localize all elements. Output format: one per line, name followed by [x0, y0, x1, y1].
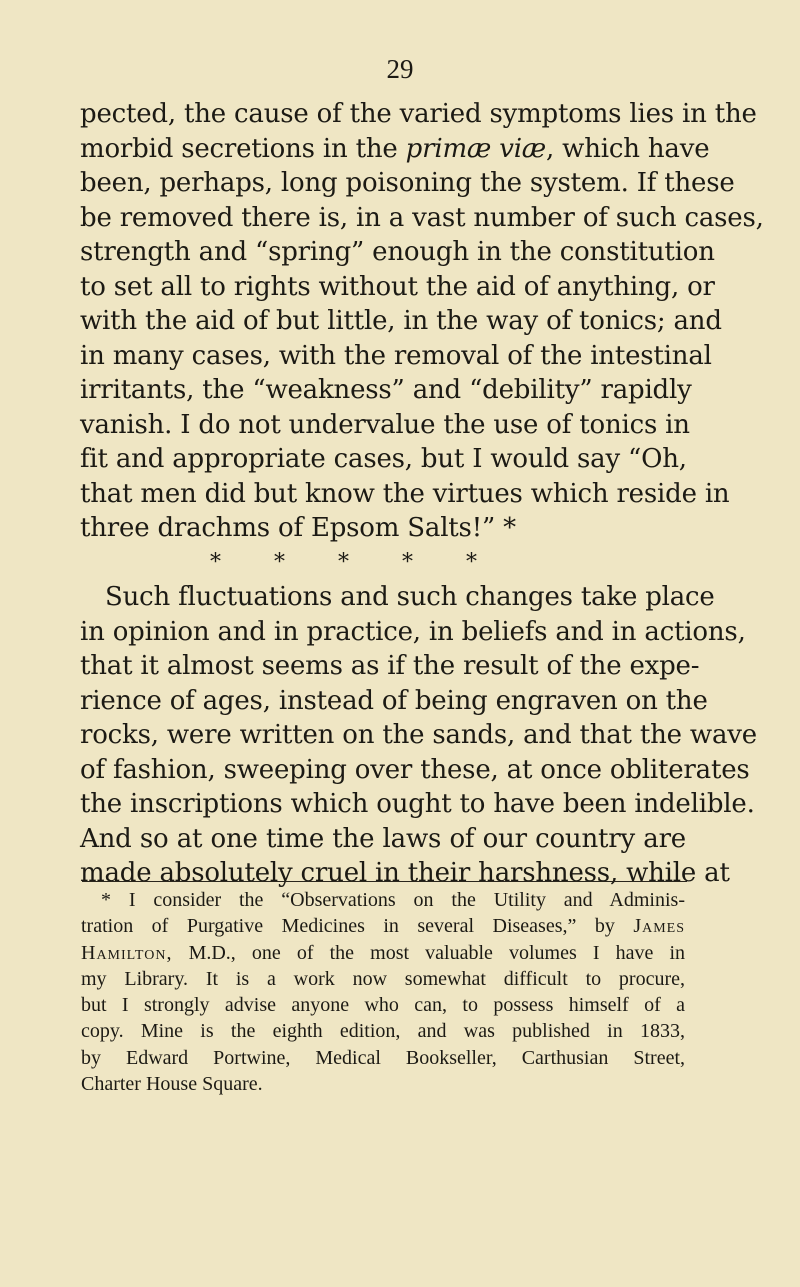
footnote-text: tration of Purgative Medicines in several Diseases,” by: [81, 915, 615, 938]
body-line: Such fluctuations and such changes take place: [105, 582, 715, 612]
body-line: pected, the cause of the varied symptoms lies in the: [80, 99, 757, 129]
asterisk: *: [466, 549, 477, 575]
asterisk: *: [338, 549, 349, 575]
body-line: been, perhaps, long poisoning the system. If these: [80, 168, 735, 198]
page-number: 29: [386, 54, 414, 84]
section-break-asterisks: [210, 546, 477, 581]
footnote-line: but I strongly advise anyone who can, to possess himself of a: [81, 994, 685, 1017]
author-name: Hamilton,: [81, 941, 173, 964]
footnote-line: my Library. It is a work now somewhat difficult to procure,: [81, 967, 685, 990]
body-line: fit and appropriate cases, but I would say “Oh,: [80, 444, 687, 474]
body-line: irritants, the “weakness” and “debility” rapidly: [80, 375, 692, 405]
body-line: made absolutely cruel in their harshness, while at: [80, 858, 730, 888]
body-line: of fashion, sweeping over these, at once obliterates: [80, 754, 750, 785]
body-line: in opinion and in practice, in beliefs and in actions,: [80, 616, 746, 647]
footnote-line: copy. Mine is the eighth edition, and was published in 1833,: [81, 1020, 685, 1043]
body-line: be removed there is, in a vast number of such cases,: [80, 202, 764, 233]
footnote-line: * I consider the “Observations on the Utility and Adminis-: [101, 889, 685, 911]
author-name: James: [633, 915, 686, 938]
body-line: that it almost seems as if the result of the expe-: [80, 651, 700, 681]
footnote-line: Charter House Square.: [81, 1073, 263, 1096]
body-line: rience of ages, instead of being engraven on the: [80, 685, 708, 716]
footnote-line: by Edward Portwine, Medical Bookseller, Carthusian Street,: [81, 1046, 685, 1069]
footnote-line: [81, 913, 685, 939]
asterisk: *: [402, 549, 413, 575]
footnote: [81, 887, 685, 1097]
body-line: with the aid of but little, in the way of tonics; and: [80, 306, 722, 336]
body-line: And so at one time the laws of our country are: [80, 823, 686, 854]
footnote-line: [81, 940, 685, 966]
body-line: morbid secretions in the primæ viæ, which have: [80, 133, 710, 164]
footnote-rule: [82, 881, 687, 882]
latin-phrase: primæ viæ: [405, 133, 547, 164]
body-line: vanish. I do not undervalue the use of tonics in: [80, 409, 690, 440]
body-text: [80, 97, 764, 891]
asterisk: *: [274, 549, 285, 575]
body-line: that men did but know the virtues which reside in: [80, 478, 730, 509]
body-line: three drachms of Epsom Salts!” *: [80, 513, 516, 543]
footnote-text: M.D., one of the most valuable volumes I have in: [188, 941, 686, 964]
asterisk: *: [210, 549, 221, 575]
body-line: rocks, were written on the sands, and that the wave: [80, 720, 757, 750]
body-line: in many cases, with the removal of the intestinal: [80, 340, 712, 371]
body-line: the inscriptions which ought to have been indelible.: [80, 789, 755, 819]
body-line: to set all to rights without the aid of anything, or: [80, 271, 715, 302]
body-line: strength and “spring” enough in the constitution: [80, 237, 715, 267]
